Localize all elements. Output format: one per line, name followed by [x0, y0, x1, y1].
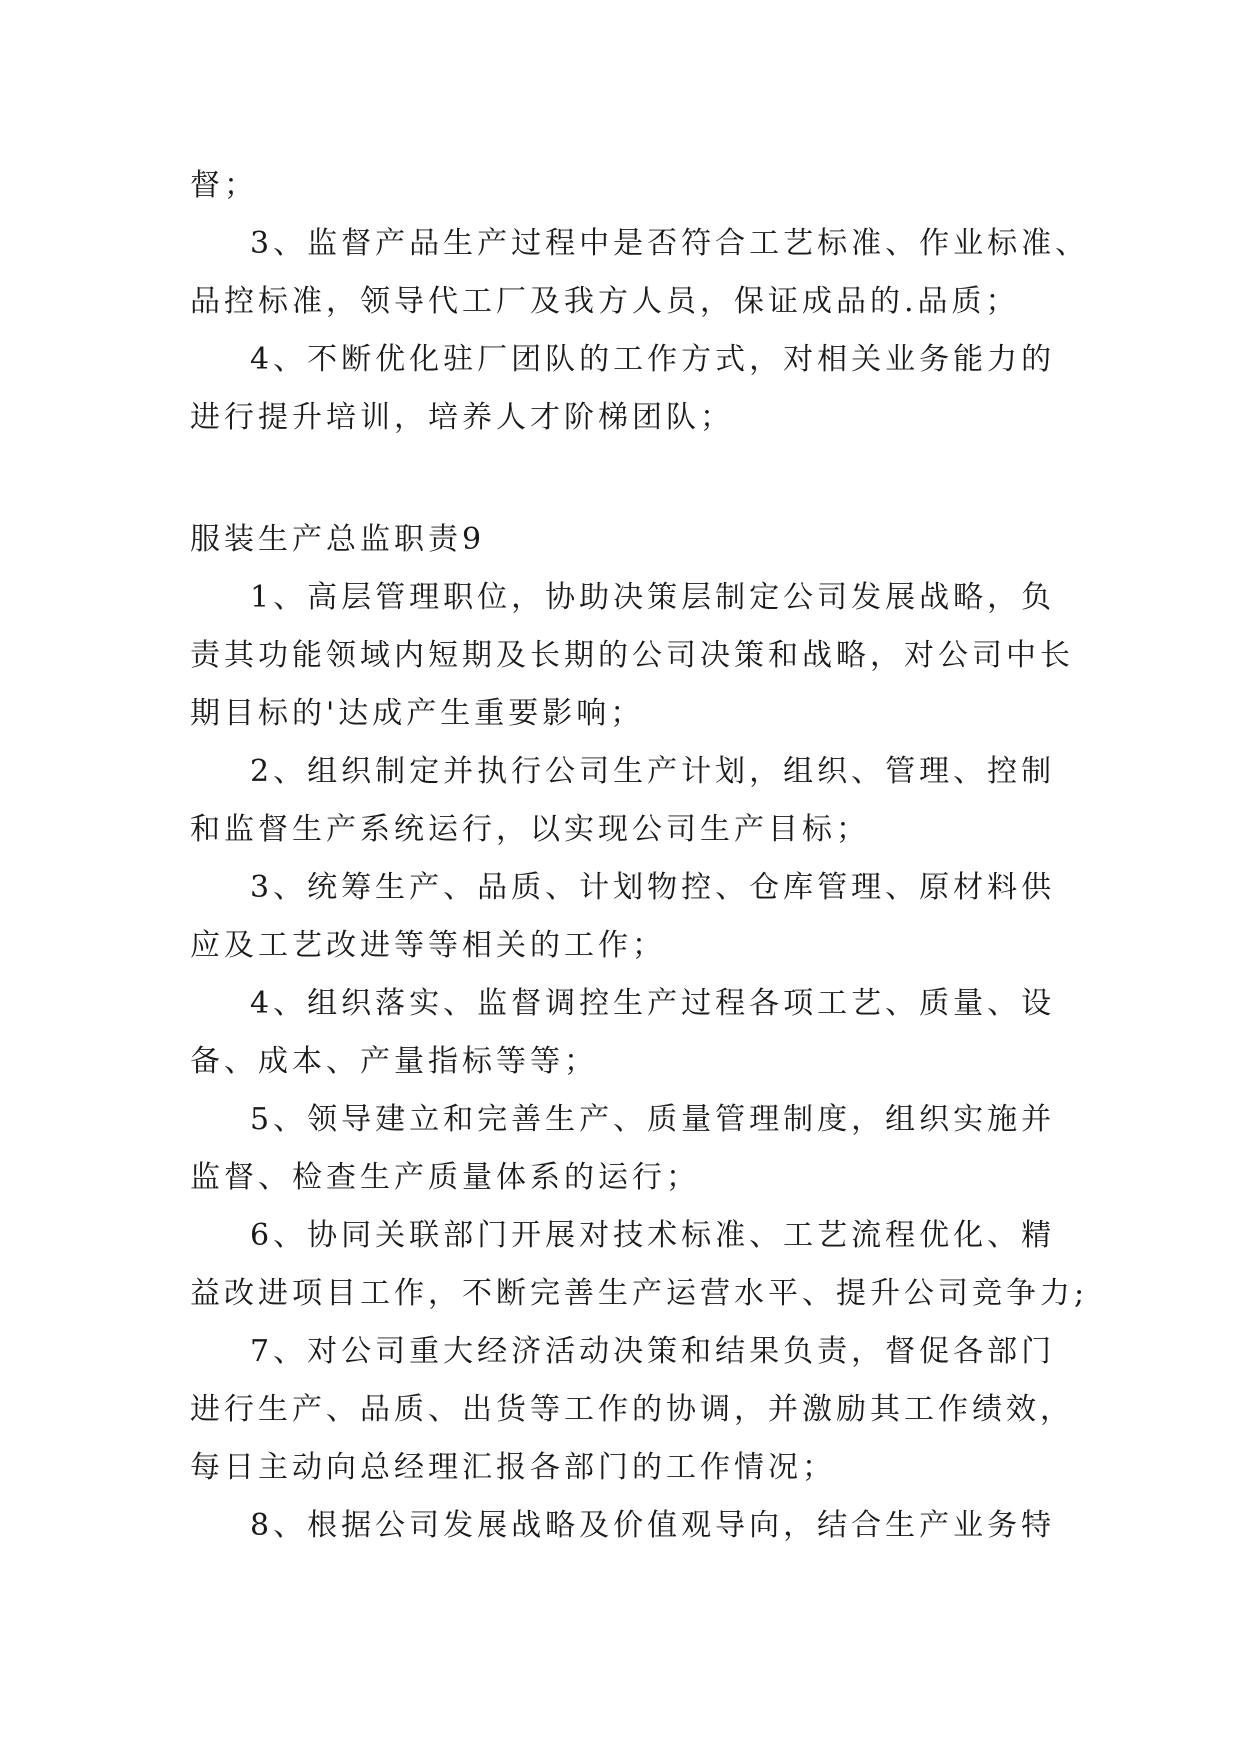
- section-responsibilities-9: [190, 511, 1089, 1555]
- text-line: 期目标的'达成产生重要影响；: [190, 696, 645, 731]
- text-line: 和监督生产系统运行，以实现公司生产目标；: [190, 812, 870, 847]
- text-line: 监督、检查生产质量体系的运行；: [190, 1160, 700, 1195]
- text-line: 2、组织制定并执行公司生产计划，组织、管理、控制: [250, 754, 1056, 789]
- text-line: 责其功能领域内短期及长期的公司决策和战略，对公司中长: [190, 638, 1074, 673]
- text-line: 4、组织落实、监督调控生产过程各项工艺、质量、设: [250, 986, 1056, 1021]
- text-line: 5、领导建立和完善生产、质量管理制度，组织实施并: [250, 1102, 1056, 1137]
- text-line: 进行生产、品质、出货等工作的协调，并激励其工作绩效，: [190, 1392, 1074, 1427]
- text-line: 应及工艺改进等等相关的工作；: [190, 928, 666, 963]
- text-line: 益改进项目工作，不断完善生产运营水平、提升公司竞争力;: [190, 1276, 1089, 1311]
- text-line: 进行提升培训，培养人才阶梯团队；: [190, 400, 734, 435]
- text-block-continuation: [190, 157, 1090, 447]
- text-line: 3、监督产品生产过程中是否符合工艺标准、作业标准、: [250, 226, 1090, 261]
- section-title: 服装生产总监职责9: [190, 522, 486, 557]
- text-line: 督；: [190, 168, 258, 203]
- text-line: 6、协同关联部门开展对技术标准、工艺流程优化、精: [250, 1218, 1056, 1253]
- text-line: 8、根据公司发展战略及价值观导向，结合生产业务特: [250, 1508, 1056, 1543]
- text-line: 品控标准，领导代工厂及我方人员，保证成品的.品质；: [190, 284, 1020, 319]
- text-line: 3、统筹生产、品质、计划物控、仓库管理、原材料供: [250, 870, 1056, 905]
- text-line: 7、对公司重大经济活动决策和结果负责，督促各部门: [250, 1334, 1056, 1369]
- text-line: 备、成本、产量指标等等；: [190, 1044, 598, 1079]
- text-line: 每日主动向总经理汇报各部门的工作情况；: [190, 1450, 836, 1485]
- text-line: 1、高层管理职位，协助决策层制定公司发展战略，负: [250, 580, 1056, 615]
- text-line: 4、不断优化驻厂团队的工作方式，对相关业务能力的: [250, 342, 1056, 377]
